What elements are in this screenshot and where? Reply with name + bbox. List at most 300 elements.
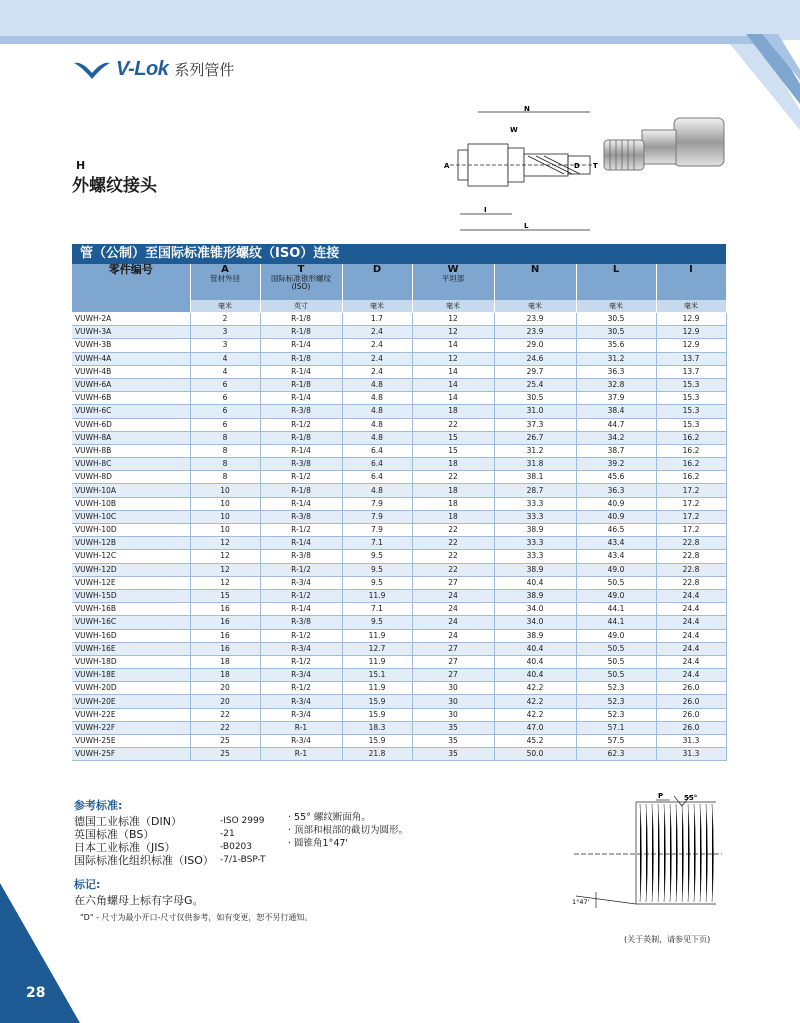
table-row bbox=[72, 365, 726, 378]
part-number-cell: VUWH-16D bbox=[72, 629, 190, 642]
value-cell: 38.1 bbox=[494, 471, 576, 484]
label-l: L bbox=[524, 222, 529, 230]
value-cell: 33.3 bbox=[494, 510, 576, 523]
brand-suffix: 系列管件 bbox=[174, 61, 235, 79]
value-cell: 8 bbox=[190, 431, 260, 444]
value-cell: 18 bbox=[412, 484, 494, 497]
table-row bbox=[72, 616, 726, 629]
value-cell: 36.3 bbox=[576, 484, 656, 497]
value-cell: 45.2 bbox=[494, 735, 576, 748]
value-cell: 16.2 bbox=[656, 431, 726, 444]
table-row bbox=[72, 642, 726, 655]
header-a: A 管材外径 bbox=[190, 264, 260, 300]
value-cell: 38.9 bbox=[494, 629, 576, 642]
value-cell: R-1/4 bbox=[260, 444, 342, 457]
value-cell: 29.7 bbox=[494, 365, 576, 378]
dimension-table-section bbox=[72, 244, 726, 761]
reference-name: 国际标准化组织标准（ISO） bbox=[74, 854, 214, 867]
value-cell: 35 bbox=[412, 748, 494, 761]
part-number-cell: VUWH-8B bbox=[72, 444, 190, 457]
value-cell: 24 bbox=[412, 629, 494, 642]
value-cell: R-1/4 bbox=[260, 537, 342, 550]
value-cell: 40.4 bbox=[494, 669, 576, 682]
value-cell: 12 bbox=[412, 352, 494, 365]
value-cell: 44.1 bbox=[576, 603, 656, 616]
value-cell: 24.4 bbox=[656, 655, 726, 668]
value-cell: 16 bbox=[190, 629, 260, 642]
part-number-cell: VUWH-18E bbox=[72, 669, 190, 682]
part-number-cell: VUWH-6B bbox=[72, 392, 190, 405]
value-cell: 10 bbox=[190, 524, 260, 537]
value-cell: 11.9 bbox=[342, 589, 412, 602]
part-number-cell: VUWH-10A bbox=[72, 484, 190, 497]
table-row bbox=[72, 748, 726, 761]
value-cell: 26.0 bbox=[656, 721, 726, 734]
value-cell: 14 bbox=[412, 392, 494, 405]
value-cell: R-1/2 bbox=[260, 418, 342, 431]
value-cell: 22 bbox=[190, 708, 260, 721]
value-cell: 18 bbox=[412, 405, 494, 418]
part-number-cell: VUWH-15D bbox=[72, 589, 190, 602]
value-cell: R-3/4 bbox=[260, 695, 342, 708]
brand-logo bbox=[72, 58, 234, 81]
value-cell: 9.5 bbox=[342, 563, 412, 576]
value-cell: 40.4 bbox=[494, 576, 576, 589]
marking-section bbox=[74, 876, 204, 908]
value-cell: 27 bbox=[412, 669, 494, 682]
value-cell: R-1/2 bbox=[260, 682, 342, 695]
thread-angle-label: 55° bbox=[684, 794, 698, 802]
value-cell: 31.3 bbox=[656, 748, 726, 761]
value-cell: 22 bbox=[412, 418, 494, 431]
value-cell: 4.8 bbox=[342, 484, 412, 497]
label-w: W bbox=[510, 126, 518, 134]
value-cell: 12 bbox=[190, 563, 260, 576]
part-number-cell: VUWH-18D bbox=[72, 655, 190, 668]
table-row bbox=[72, 418, 726, 431]
part-number-cell: VUWH-8A bbox=[72, 431, 190, 444]
part-number-cell: VUWH-12C bbox=[72, 550, 190, 563]
header-part-number: 零件编号 bbox=[72, 264, 190, 300]
value-cell: 15.3 bbox=[656, 405, 726, 418]
part-number-cell: VUWH-8C bbox=[72, 458, 190, 471]
value-cell: 10 bbox=[190, 497, 260, 510]
part-number-cell: VUWH-22F bbox=[72, 721, 190, 734]
value-cell: 38.7 bbox=[576, 444, 656, 457]
value-cell: 18.3 bbox=[342, 721, 412, 734]
table-row bbox=[72, 576, 726, 589]
value-cell: 27 bbox=[412, 576, 494, 589]
value-cell: 12 bbox=[412, 313, 494, 326]
fitting-drawing bbox=[440, 106, 600, 236]
part-number-cell: VUWH-10B bbox=[72, 497, 190, 510]
value-cell: 4.8 bbox=[342, 392, 412, 405]
value-cell: 52.3 bbox=[576, 682, 656, 695]
value-cell: 12.9 bbox=[656, 313, 726, 326]
value-cell: 50.5 bbox=[576, 642, 656, 655]
value-cell: 43.4 bbox=[576, 537, 656, 550]
value-cell: 15.3 bbox=[656, 418, 726, 431]
value-cell: 50.5 bbox=[576, 655, 656, 668]
value-cell: 32.8 bbox=[576, 378, 656, 391]
value-cell: 24.4 bbox=[656, 589, 726, 602]
corner-decoration bbox=[730, 0, 800, 130]
value-cell: 6 bbox=[190, 378, 260, 391]
table-row bbox=[72, 471, 726, 484]
value-cell: 2.4 bbox=[342, 326, 412, 339]
value-cell: 35 bbox=[412, 735, 494, 748]
table-row bbox=[72, 510, 726, 523]
value-cell: 57.1 bbox=[576, 721, 656, 734]
value-cell: 7.9 bbox=[342, 524, 412, 537]
value-cell: 3 bbox=[190, 339, 260, 352]
value-cell: 36.3 bbox=[576, 365, 656, 378]
value-cell: 27 bbox=[412, 655, 494, 668]
reference-value: -7/1-BSP-T bbox=[220, 855, 266, 865]
value-cell: 42.2 bbox=[494, 695, 576, 708]
value-cell: 29.0 bbox=[494, 339, 576, 352]
value-cell: 26.0 bbox=[656, 695, 726, 708]
fitting-photo bbox=[598, 112, 738, 192]
table-row bbox=[72, 313, 726, 326]
continued-note: (关于英制，请参见下页) bbox=[624, 935, 711, 944]
value-cell: 7.9 bbox=[342, 497, 412, 510]
table-row bbox=[72, 352, 726, 365]
value-cell: 7.1 bbox=[342, 537, 412, 550]
part-number-cell: VUWH-12B bbox=[72, 537, 190, 550]
value-cell: 24 bbox=[412, 589, 494, 602]
thread-profile-diagram bbox=[566, 792, 726, 922]
value-cell: 30.5 bbox=[576, 313, 656, 326]
value-cell: 12 bbox=[190, 550, 260, 563]
value-cell: 31.2 bbox=[494, 444, 576, 457]
value-cell: 1.7 bbox=[342, 313, 412, 326]
value-cell: 22 bbox=[412, 524, 494, 537]
part-number-cell: VUWH-12E bbox=[72, 576, 190, 589]
unit-t: 英寸 bbox=[260, 300, 342, 313]
value-cell: 49.0 bbox=[576, 629, 656, 642]
value-cell: R-1/2 bbox=[260, 524, 342, 537]
page-number: 28 bbox=[26, 985, 46, 1001]
value-cell: 57.5 bbox=[576, 735, 656, 748]
section-title: 外螺纹接头 bbox=[72, 176, 157, 196]
value-cell: 15 bbox=[412, 431, 494, 444]
value-cell: 4.8 bbox=[342, 431, 412, 444]
value-cell: R-3/4 bbox=[260, 735, 342, 748]
value-cell: R-1 bbox=[260, 721, 342, 734]
value-cell: R-1/2 bbox=[260, 589, 342, 602]
value-cell: 34.2 bbox=[576, 431, 656, 444]
value-cell: 28.7 bbox=[494, 484, 576, 497]
value-cell: 14 bbox=[412, 378, 494, 391]
value-cell: 15 bbox=[412, 444, 494, 457]
value-cell: 30 bbox=[412, 682, 494, 695]
value-cell: 49.0 bbox=[576, 589, 656, 602]
value-cell: R-1/8 bbox=[260, 431, 342, 444]
thread-pitch-label: P bbox=[658, 792, 664, 800]
value-cell: 50.5 bbox=[576, 576, 656, 589]
value-cell: 18 bbox=[190, 655, 260, 668]
value-cell: 44.1 bbox=[576, 616, 656, 629]
value-cell: 22 bbox=[412, 537, 494, 550]
value-cell: R-3/4 bbox=[260, 708, 342, 721]
value-cell: 18 bbox=[412, 510, 494, 523]
value-cell: 24.4 bbox=[656, 629, 726, 642]
unit-a: 毫米 bbox=[190, 300, 260, 313]
value-cell: 43.4 bbox=[576, 550, 656, 563]
value-cell: 17.2 bbox=[656, 524, 726, 537]
table-row bbox=[72, 563, 726, 576]
value-cell: 23.9 bbox=[494, 326, 576, 339]
table-row bbox=[72, 603, 726, 616]
table-row bbox=[72, 458, 726, 471]
value-cell: 26.0 bbox=[656, 682, 726, 695]
value-cell: 6 bbox=[190, 418, 260, 431]
value-cell: 52.3 bbox=[576, 708, 656, 721]
value-cell: 22.8 bbox=[656, 563, 726, 576]
header-t: T 国际标准锥形螺纹 (ISO) bbox=[260, 264, 342, 300]
thread-note: · 顶部和根部的截切为圆形。 bbox=[288, 825, 409, 836]
value-cell: R-1/2 bbox=[260, 655, 342, 668]
value-cell: 52.3 bbox=[576, 695, 656, 708]
table-row bbox=[72, 735, 726, 748]
dimension-table bbox=[72, 264, 727, 761]
value-cell: R-1/4 bbox=[260, 339, 342, 352]
value-cell: 22 bbox=[412, 563, 494, 576]
value-cell: 24.4 bbox=[656, 669, 726, 682]
header-i: I bbox=[656, 264, 726, 300]
part-number-cell: VUWH-6D bbox=[72, 418, 190, 431]
value-cell: 25 bbox=[190, 748, 260, 761]
value-cell: 26.7 bbox=[494, 431, 576, 444]
part-number-cell: VUWH-3A bbox=[72, 326, 190, 339]
value-cell: 24.6 bbox=[494, 352, 576, 365]
value-cell: R-3/4 bbox=[260, 669, 342, 682]
value-cell: 4 bbox=[190, 352, 260, 365]
header-l: L bbox=[576, 264, 656, 300]
table-row bbox=[72, 721, 726, 734]
reference-item bbox=[74, 828, 290, 841]
value-cell: 47.0 bbox=[494, 721, 576, 734]
value-cell: 15.9 bbox=[342, 695, 412, 708]
table-row bbox=[72, 708, 726, 721]
part-number-cell: VUWH-25F bbox=[72, 748, 190, 761]
header-d: D bbox=[342, 264, 412, 300]
table-row bbox=[72, 431, 726, 444]
value-cell: 22.8 bbox=[656, 576, 726, 589]
value-cell: 37.3 bbox=[494, 418, 576, 431]
value-cell: 3 bbox=[190, 326, 260, 339]
value-cell: 18 bbox=[412, 497, 494, 510]
value-cell: 22 bbox=[190, 721, 260, 734]
table-row bbox=[72, 695, 726, 708]
part-number-cell: VUWH-25E bbox=[72, 735, 190, 748]
value-cell: 40.4 bbox=[494, 642, 576, 655]
table-row bbox=[72, 682, 726, 695]
value-cell: 27 bbox=[412, 642, 494, 655]
value-cell: 16 bbox=[190, 616, 260, 629]
value-cell: R-3/8 bbox=[260, 458, 342, 471]
page-corner-triangle bbox=[0, 883, 80, 1023]
reference-name: 英国标准（BS） bbox=[74, 828, 155, 841]
value-cell: R-3/4 bbox=[260, 576, 342, 589]
reference-name: 德国工业标准（DIN） bbox=[74, 815, 182, 828]
part-number-cell: VUWH-22E bbox=[72, 708, 190, 721]
part-number-cell: VUWH-10C bbox=[72, 510, 190, 523]
part-number-cell: VUWH-16E bbox=[72, 642, 190, 655]
value-cell: R-1/2 bbox=[260, 563, 342, 576]
section-letter: H bbox=[76, 159, 86, 172]
value-cell: 2.4 bbox=[342, 365, 412, 378]
value-cell: 14 bbox=[412, 339, 494, 352]
value-cell: 7.1 bbox=[342, 603, 412, 616]
value-cell: 20 bbox=[190, 695, 260, 708]
thread-note: · 55° 螺纹断面角。 bbox=[288, 812, 371, 823]
part-number-cell: VUWH-10D bbox=[72, 524, 190, 537]
value-cell: 10 bbox=[190, 484, 260, 497]
value-cell: 31.2 bbox=[576, 352, 656, 365]
label-d: D bbox=[574, 162, 580, 170]
value-cell: 30 bbox=[412, 708, 494, 721]
value-cell: 40.9 bbox=[576, 510, 656, 523]
part-number-cell: VUWH-12D bbox=[72, 563, 190, 576]
value-cell: R-1/8 bbox=[260, 352, 342, 365]
value-cell: 18 bbox=[412, 458, 494, 471]
value-cell: 15.3 bbox=[656, 392, 726, 405]
value-cell: 34.0 bbox=[494, 616, 576, 629]
value-cell: R-3/8 bbox=[260, 550, 342, 563]
reference-standards bbox=[74, 797, 290, 867]
value-cell: 17.2 bbox=[656, 497, 726, 510]
value-cell: 8 bbox=[190, 471, 260, 484]
value-cell: 18 bbox=[190, 669, 260, 682]
table-row bbox=[72, 405, 726, 418]
part-number-cell: VUWH-20D bbox=[72, 682, 190, 695]
reference-item bbox=[74, 854, 290, 867]
table-row bbox=[72, 550, 726, 563]
value-cell: 15.9 bbox=[342, 735, 412, 748]
header-w: W 平坦部 bbox=[412, 264, 494, 300]
table-row bbox=[72, 497, 726, 510]
footnote: "D" - 尺寸为最小开口-尺寸仅供参考，如有变更，恕不另行通知。 bbox=[80, 913, 313, 922]
value-cell: 12.7 bbox=[342, 642, 412, 655]
value-cell: R-3/8 bbox=[260, 616, 342, 629]
value-cell: 13.7 bbox=[656, 352, 726, 365]
thread-note: · 圆锥角1°47' bbox=[288, 838, 349, 849]
value-cell: R-1/4 bbox=[260, 365, 342, 378]
value-cell: 33.3 bbox=[494, 550, 576, 563]
value-cell: 14 bbox=[412, 365, 494, 378]
top-band bbox=[0, 0, 800, 40]
value-cell: 11.9 bbox=[342, 682, 412, 695]
value-cell: 49.0 bbox=[576, 563, 656, 576]
value-cell: 21.8 bbox=[342, 748, 412, 761]
thread-taper-label: 1°47' bbox=[572, 898, 590, 906]
value-cell: 45.6 bbox=[576, 471, 656, 484]
value-cell: R-1/8 bbox=[260, 378, 342, 391]
value-cell: R-1/2 bbox=[260, 471, 342, 484]
value-cell: 4 bbox=[190, 365, 260, 378]
reference-value: -ISO 2999 bbox=[220, 816, 265, 826]
marking-text: 在六角螺母上标有字母G。 bbox=[74, 894, 204, 907]
value-cell: R-1/8 bbox=[260, 326, 342, 339]
value-cell: 15.9 bbox=[342, 708, 412, 721]
value-cell: 31.3 bbox=[656, 735, 726, 748]
value-cell: 22 bbox=[412, 471, 494, 484]
value-cell: 31.0 bbox=[494, 405, 576, 418]
value-cell: 2.4 bbox=[342, 352, 412, 365]
value-cell: 26.0 bbox=[656, 708, 726, 721]
value-cell: 12 bbox=[190, 537, 260, 550]
value-cell: 22.8 bbox=[656, 550, 726, 563]
value-cell: 9.5 bbox=[342, 550, 412, 563]
table-row bbox=[72, 484, 726, 497]
table-row bbox=[72, 629, 726, 642]
label-i: I bbox=[484, 206, 487, 214]
value-cell: 8 bbox=[190, 444, 260, 457]
value-cell: R-1/8 bbox=[260, 484, 342, 497]
value-cell: 24.4 bbox=[656, 603, 726, 616]
value-cell: 15.3 bbox=[656, 378, 726, 391]
value-cell: 6.4 bbox=[342, 444, 412, 457]
label-t: T bbox=[593, 162, 598, 170]
value-cell: R-1/4 bbox=[260, 497, 342, 510]
value-cell: R-1/4 bbox=[260, 392, 342, 405]
top-band-stripe bbox=[0, 36, 760, 44]
value-cell: 15 bbox=[190, 589, 260, 602]
value-cell: 4.8 bbox=[342, 418, 412, 431]
part-number-cell: VUWH-16B bbox=[72, 603, 190, 616]
value-cell: 8 bbox=[190, 458, 260, 471]
marking-heading: 标记: bbox=[74, 878, 101, 891]
value-cell: 25.4 bbox=[494, 378, 576, 391]
value-cell: 12 bbox=[190, 576, 260, 589]
value-cell: 16.2 bbox=[656, 458, 726, 471]
value-cell: 13.7 bbox=[656, 365, 726, 378]
value-cell: 12.9 bbox=[656, 326, 726, 339]
value-cell: 33.3 bbox=[494, 497, 576, 510]
value-cell: 16.2 bbox=[656, 471, 726, 484]
value-cell: 62.3 bbox=[576, 748, 656, 761]
value-cell: 24.4 bbox=[656, 642, 726, 655]
part-number-cell: VUWH-2A bbox=[72, 313, 190, 326]
part-number-cell: VUWH-20E bbox=[72, 695, 190, 708]
value-cell: 11.9 bbox=[342, 629, 412, 642]
value-cell: 38.9 bbox=[494, 563, 576, 576]
value-cell: 33.3 bbox=[494, 537, 576, 550]
value-cell: 42.2 bbox=[494, 682, 576, 695]
part-number-cell: VUWH-4A bbox=[72, 352, 190, 365]
value-cell: 20 bbox=[190, 682, 260, 695]
value-cell: 10 bbox=[190, 510, 260, 523]
part-number-cell: VUWH-8D bbox=[72, 471, 190, 484]
reference-heading: 参考标准: bbox=[74, 799, 123, 812]
value-cell: 2.4 bbox=[342, 339, 412, 352]
header-n: N bbox=[494, 264, 576, 300]
unit-n: 毫米 bbox=[494, 300, 576, 313]
value-cell: 42.2 bbox=[494, 708, 576, 721]
value-cell: 35 bbox=[412, 721, 494, 734]
value-cell: 35.6 bbox=[576, 339, 656, 352]
value-cell: R-1 bbox=[260, 748, 342, 761]
value-cell: 46.5 bbox=[576, 524, 656, 537]
table-row bbox=[72, 444, 726, 457]
unit-i: 毫米 bbox=[656, 300, 726, 313]
part-number-cell: VUWH-6C bbox=[72, 405, 190, 418]
value-cell: 30.5 bbox=[576, 326, 656, 339]
value-cell: 50.0 bbox=[494, 748, 576, 761]
value-cell: 12.9 bbox=[656, 339, 726, 352]
